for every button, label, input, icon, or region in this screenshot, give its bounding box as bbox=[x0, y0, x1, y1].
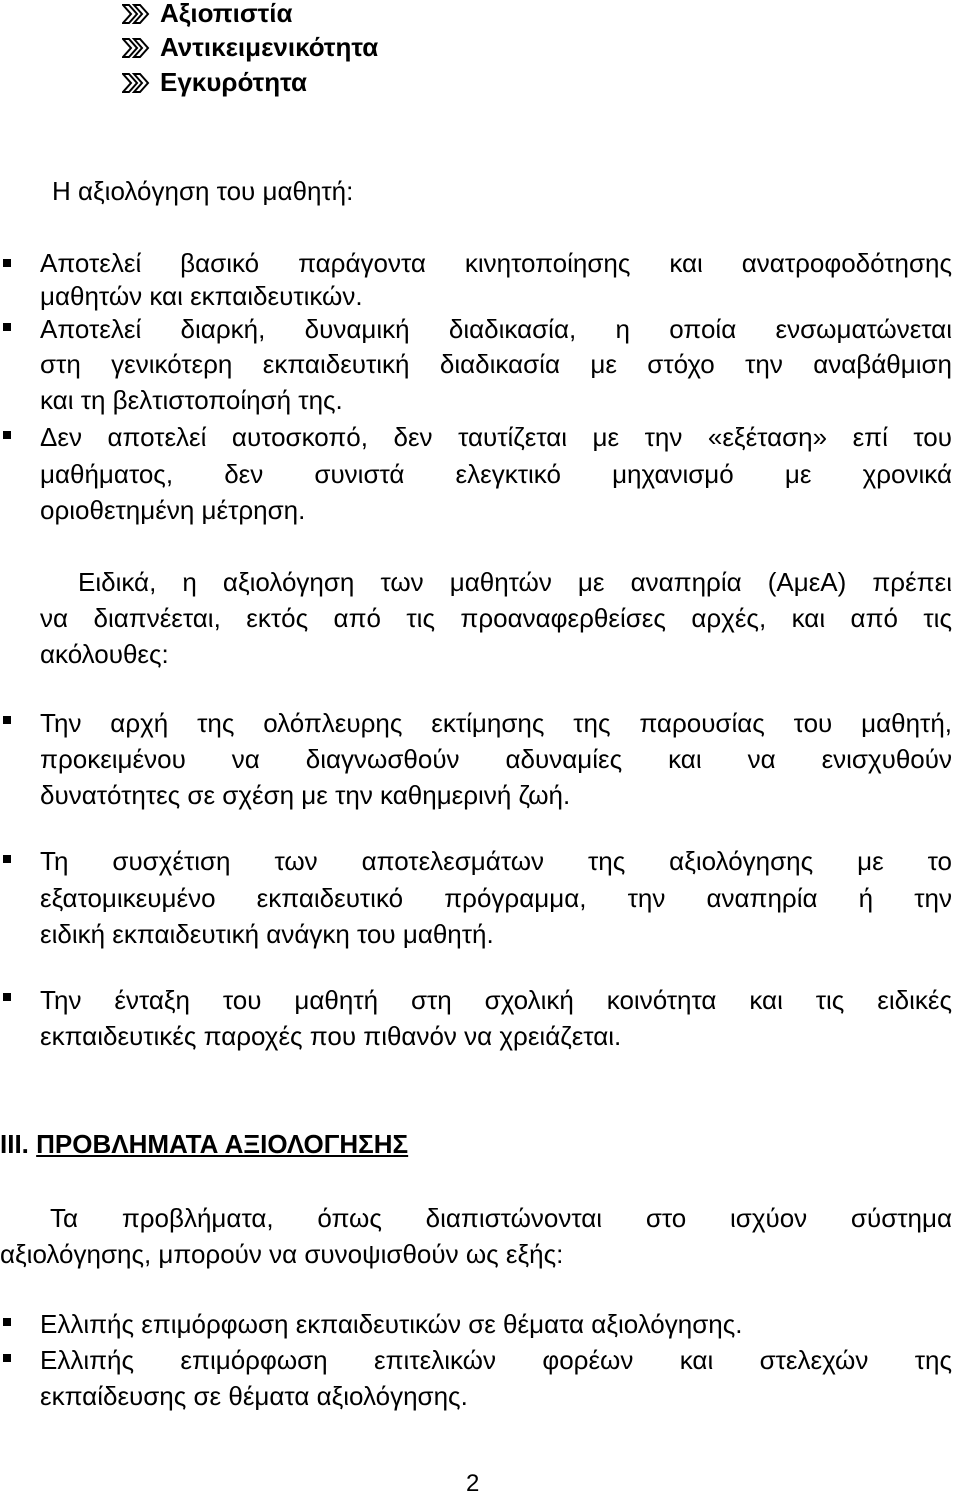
arrow-bullet-icon bbox=[122, 36, 150, 60]
square-bullet-icon bbox=[3, 855, 11, 863]
bullet-line: και τη βελτιστοποίησή της. bbox=[40, 385, 343, 415]
square-bullet-icon bbox=[3, 431, 11, 439]
evaluation-heading: Η αξιολόγηση του μαθητή: bbox=[52, 176, 354, 206]
paragraph-line: ακόλουθες: bbox=[40, 639, 169, 669]
bullet-line: ειδική εκπαιδευτική ανάγκη του μαθητή. bbox=[40, 919, 494, 949]
paragraph-line: Τα προβλήματα, όπως διαπιστώνονται στο ισχύον σύστημα bbox=[50, 1203, 952, 1233]
bullet-line: Την αρχή της ολόπλευρης εκτίμησης της παρουσίας του μαθητή, bbox=[40, 708, 952, 738]
bullet-line: μαθητών και εκπαιδευτικών. bbox=[40, 281, 363, 311]
section-title: ΠΡΟΒΛΗΜΑΤΑ ΑΞΙΟΛΟΓΗΣΗΣ bbox=[36, 1129, 409, 1159]
section-number: III. bbox=[0, 1129, 29, 1159]
bullet-line: Τη συσχέτιση των αποτελεσμάτων της αξιολόγησης με το bbox=[40, 846, 952, 876]
arrow-bullet-icon bbox=[122, 2, 150, 26]
square-bullet-icon bbox=[3, 259, 11, 267]
criteria-item: Αντικειμενικότητα bbox=[160, 32, 379, 62]
criteria-item: Αξιοπιστία bbox=[160, 0, 293, 28]
bullet-line: οριοθετημένη μέτρηση. bbox=[40, 495, 306, 525]
bullet-line: εκπαίδευσης σε θέματα αξιολόγησης. bbox=[40, 1381, 468, 1411]
square-bullet-icon bbox=[3, 993, 11, 1001]
bullet-line: στη γενικότερη εκπαιδευτική διαδικασία με στόχο την αναβάθμιση bbox=[40, 349, 952, 379]
bullet-line: Ελλιπής επιμόρφωση επιτελικών φορέων και στελεχών της bbox=[40, 1345, 952, 1375]
bullet-line: προκειμένου να διαγνωσθούν αδυναμίες και να ενισχυθούν bbox=[40, 744, 952, 774]
bullet-line: Αποτελεί διαρκή, δυναμική διαδικασία, η οποία ενσωματώνεται bbox=[40, 314, 952, 344]
bullet-line: Αποτελεί βασικό παράγοντα κινητοποίησης και ανατροφοδότησης bbox=[40, 248, 952, 278]
square-bullet-icon bbox=[3, 323, 11, 331]
page-number: 2 bbox=[466, 1470, 480, 1497]
square-bullet-icon bbox=[3, 1318, 11, 1326]
square-bullet-icon bbox=[3, 716, 11, 724]
bullet-line: εκπαιδευτικές παροχές που πιθανόν να χρειάζεται. bbox=[40, 1021, 622, 1051]
bullet-line: Την ένταξη του μαθητή στη σχολική κοινότητα και τις ειδικές bbox=[40, 985, 952, 1015]
paragraph-line: αξιολόγησης, μπορούν να συνοψισθούν ως εξής: bbox=[0, 1239, 564, 1269]
bullet-line: δυνατότητες σε σχέση με την καθημερινή ζωή. bbox=[40, 780, 571, 810]
paragraph-line: να διαπνέεται, εκτός από τις προαναφερθείσες αρχές, και από τις bbox=[40, 603, 952, 633]
bullet-line: Ελλιπής επιμόρφωση εκπαιδευτικών σε θέματα αξιολόγησης. bbox=[40, 1309, 743, 1339]
arrow-bullet-icon bbox=[122, 71, 150, 95]
bullet-line: μαθήματος, δεν συνιστά ελεγκτικό μηχανισμό με χρονικά bbox=[40, 459, 952, 489]
bullet-line: Δεν αποτελεί αυτοσκοπό, δεν ταυτίζεται με την «εξέταση» επί του bbox=[40, 422, 952, 452]
paragraph-line: Ειδικά, η αξιολόγηση των μαθητών με αναπηρία (ΑμεΑ) πρέπει bbox=[78, 567, 952, 597]
section-heading bbox=[0, 1126, 408, 1162]
square-bullet-icon bbox=[3, 1354, 11, 1362]
bullet-line: εξατομικευμένο εκπαιδευτικό πρόγραμμα, την αναπηρία ή την bbox=[40, 883, 952, 913]
criteria-item: Εγκυρότητα bbox=[160, 67, 308, 97]
